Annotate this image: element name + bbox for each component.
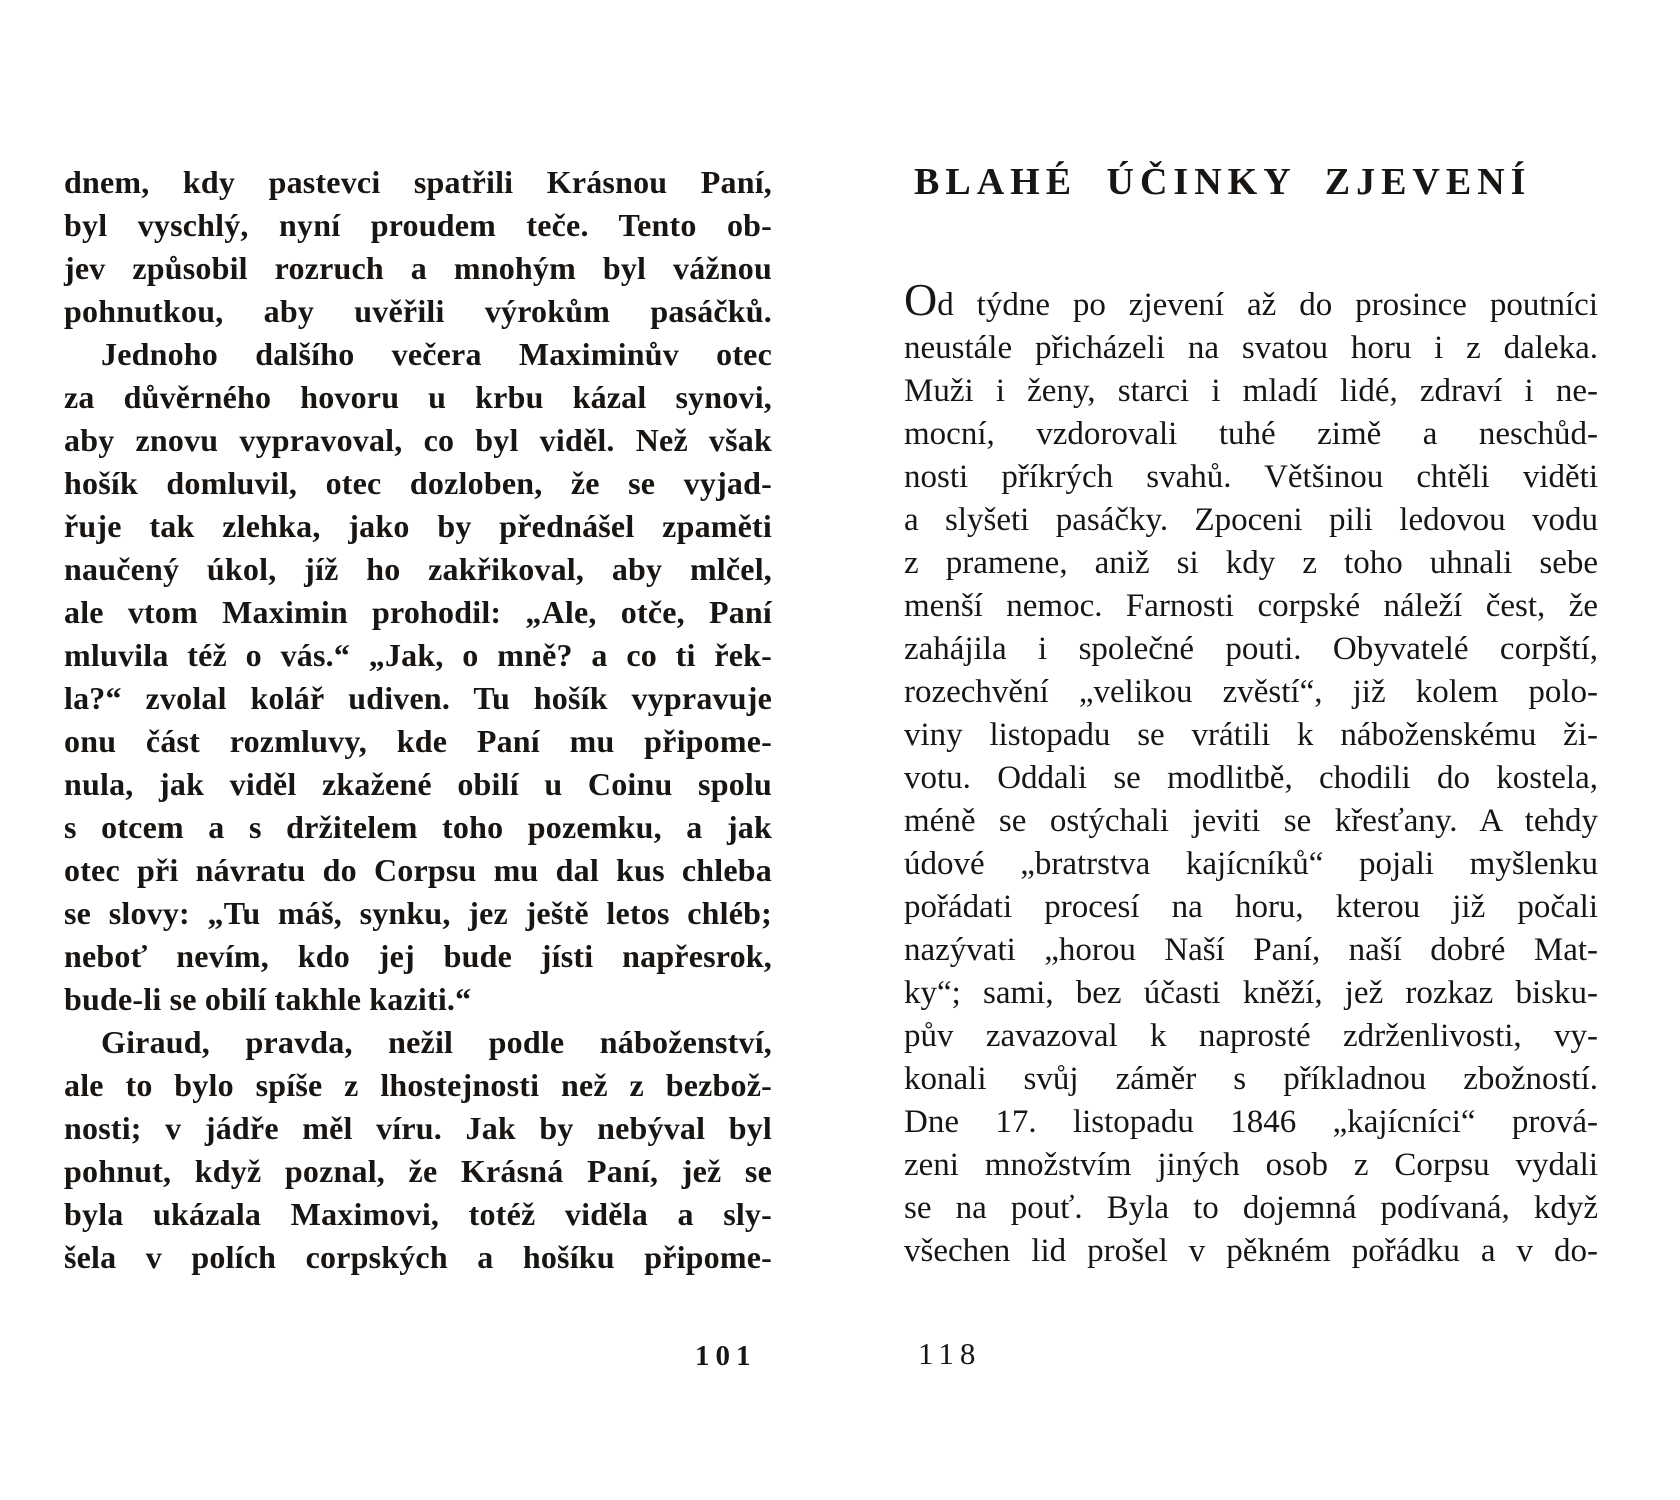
text-line: ale vtom Maximin prohodil: „Ale, otče, Paní xyxy=(64,594,772,630)
text-line: menší nemoc. Farnosti corpské náleží čest, že xyxy=(904,588,1598,624)
text-line: rozechvění „velikou zvěstí“, již kolem polo- xyxy=(904,674,1598,710)
text-line: nula, jak viděl zkažené obilí u Coinu spolu xyxy=(64,766,772,802)
text-line: ky“; sami, bez účasti kněží, jež rozkaz bisku- xyxy=(904,975,1598,1011)
text-line: z pramene, aniž si kdy z toho uhnali sebe xyxy=(904,545,1598,581)
text-line: a slyšeti pasáčky. Zpoceni pili ledovou vodu xyxy=(904,502,1598,538)
text-line: všechen lid prošel v pěkném pořádku a v do- xyxy=(904,1233,1598,1269)
drop-cap-initial: O xyxy=(904,274,938,325)
text-line: neustále přicházeli na svatou horu i z daleka. xyxy=(904,330,1598,366)
text-line: viny listopadu se vrátili k náboženskému ži- xyxy=(904,717,1598,753)
text-line: nosti; v jádře měl víru. Jak by nebýval byl xyxy=(64,1110,772,1146)
text-line: s otcem a s držitelem toho pozemku, a jak xyxy=(64,809,772,845)
text-line: neboť nevím, kdo jej bude jísti napřesrok, xyxy=(64,938,772,974)
text-line: ale to bylo spíše z lhostejnosti než z bezbož- xyxy=(64,1067,772,1103)
text-line: byl vyschlý, nyní proudem teče. Tento ob- xyxy=(64,207,772,243)
text-line: jev způsobil rozruch a mnohým byl vážnou xyxy=(64,250,772,286)
text-line: nazývati „horou Naší Paní, naší dobré Mat- xyxy=(904,932,1598,968)
text-line: nosti příkrých svahů. Většinou chtěli viděti xyxy=(904,459,1598,495)
text-line: za důvěrného hovoru u krbu kázal synovi, xyxy=(64,379,772,415)
text-line: Giraud, pravda, nežil podle náboženství, xyxy=(101,1024,772,1060)
right-page-text xyxy=(904,274,1598,1273)
text-line: otec při návratu do Corpsu mu dal kus chleba xyxy=(64,852,772,888)
left-page-text xyxy=(64,161,772,1279)
right-page-number: 118 xyxy=(918,1336,982,1371)
text-line: votu. Oddali se modlitbě, chodili do kostela, xyxy=(904,760,1598,796)
text-line: zeni množstvím jiných osob z Corpsu vydali xyxy=(904,1147,1598,1183)
text-line: pohnut, když poznal, že Krásná Paní, jež se xyxy=(64,1153,772,1189)
text-line: aby znovu vypravoval, co byl viděl. Než však xyxy=(64,422,772,458)
text-line: pořádati procesí na horu, kterou již počali xyxy=(904,889,1598,925)
text-line: se slovy: „Tu máš, synku, jez ještě letos chléb; xyxy=(64,895,772,931)
text-line: konali svůj záměr s příkladnou zbožností. xyxy=(904,1061,1598,1097)
text-line: Jednoho dalšího večera Maximinův otec xyxy=(101,336,772,372)
text-line: Dne 17. listopadu 1846 „kajícníci“ prová- xyxy=(904,1104,1598,1140)
text-line: zahájila i společné pouti. Obyvatelé corpští, xyxy=(904,631,1598,667)
text-line: mluvila též o vás.“ „Jak, o mně? a co ti řek- xyxy=(64,637,772,673)
text-line: byla ukázala Maximovi, totéž viděla a sly- xyxy=(64,1196,772,1232)
text-line: méně se ostýchali jeviti se křesťany. A tehdy xyxy=(904,803,1598,839)
text-line: mocní, vzdorovali tuhé zimě a neschůd- xyxy=(904,416,1598,452)
text-line: onu část rozmluvy, kde Paní mu připome- xyxy=(64,723,772,759)
chapter-heading: BLAHÉ ÚČINKY ZJEVENÍ xyxy=(914,161,1532,203)
text-line: údové „bratrstva kajícníků“ pojali myšlenku xyxy=(904,846,1598,882)
text-line: naučený úkol, jíž ho zakřikoval, aby mlčel, xyxy=(64,551,772,587)
text-line: šela v polích corpských a hošíku připome- xyxy=(64,1239,772,1275)
text-line: Od týdne po zjevení až do prosince poutníci xyxy=(904,274,1598,325)
text-line: la?“ zvolal kolář udiven. Tu hošík vypravuje xyxy=(64,680,772,716)
text-line: pohnutkou, aby uvěřili výrokům pasáčků. xyxy=(64,293,772,329)
text-line: Muži i ženy, starci i mladí lidé, zdraví i ne- xyxy=(904,373,1598,409)
text-line: pův zavazoval k naprosté zdrženlivosti, vy- xyxy=(904,1018,1598,1054)
text-line: hošík domluvil, otec dozloben, že se vyjad- xyxy=(64,465,772,501)
text-line: bude-li se obilí takhle kaziti.“ xyxy=(64,981,472,1017)
left-page-number: 101 xyxy=(695,1340,757,1372)
text-line: dnem, kdy pastevci spatřili Krásnou Paní, xyxy=(64,164,772,200)
text-line: řuje tak zlehka, jako by přednášel zpaměti xyxy=(64,508,772,544)
text-line: se na pouť. Byla to dojemná podívaná, když xyxy=(904,1190,1598,1226)
